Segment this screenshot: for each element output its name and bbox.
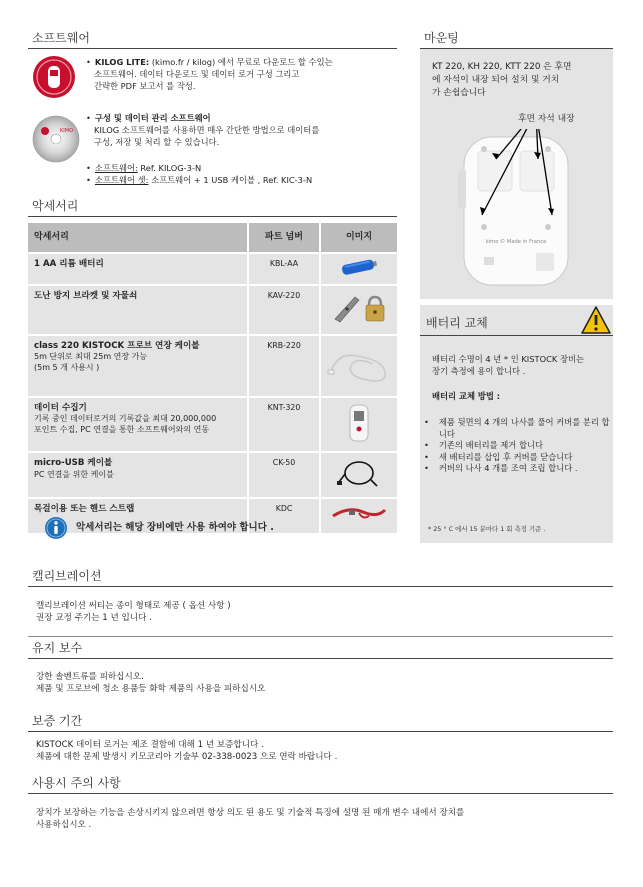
table-row: 목걸이용 또는 핸드 스트랩 KDC xyxy=(28,498,397,534)
table-row: 데이터 수집기 기록 중인 데이터로거의 기록값을 최대 20,000,000 포인트 수집, PC 연결을 통한 소프트웨어와의 연동 KNT-320 xyxy=(28,397,397,453)
software-ref-kilog: • 소프트웨어: Ref. KILOG-3-N xyxy=(86,163,202,173)
calibration-title: 캘리브레이션 xyxy=(32,569,102,583)
precautions-rule xyxy=(28,793,613,794)
accessories-notice: 악세서리는 해당 장비에만 사용 하여야 합니다 . xyxy=(44,516,274,540)
maintenance-top-rule xyxy=(28,636,613,637)
mounting-title: 마운팅 xyxy=(424,31,459,45)
warranty-title: 보증 기간 xyxy=(32,714,83,728)
calibration-rule xyxy=(28,586,613,587)
device-back-image xyxy=(456,129,576,289)
kilog-app-icon xyxy=(32,55,76,99)
software-rule xyxy=(28,48,397,49)
battery-footnote: * 25 ° C 에서 15 분마다 1 회 측정 기준 . xyxy=(428,525,546,533)
software-title: 소프트웨어 xyxy=(32,31,90,45)
precautions-title: 사용시 주의 사항 xyxy=(32,776,121,790)
calibration-line2: 권장 교정 주기는 1 년 입니다 . xyxy=(36,613,152,624)
battery-image xyxy=(339,259,379,275)
mounting-panel: KT 220, KH 220, KTT 220 은 후면 에 자석이 내장 되어 설치 및 거치 가 손쉽습니다 후면 자석 내장 kimo © Made in France xyxy=(420,49,613,299)
magnet-callout: 후면 자석 내장 xyxy=(518,114,575,124)
warning-icon xyxy=(580,305,612,335)
accessories-title: 악세서리 xyxy=(32,199,79,213)
battery-rule xyxy=(420,335,613,336)
software-item-kilog-lite: • KILOG LITE: (kimo.fr / kilog) 에서 무료로 다운로드 할 수있는 xyxy=(86,57,333,67)
bracket-lock-image xyxy=(329,291,389,325)
device-back-label: kimo © Made in France xyxy=(485,239,547,245)
software-ref-kit: • 소프트웨어 셋: 소프트웨어 + 1 USB 케이블 , Ref. KIC-3-N xyxy=(86,175,313,186)
battery-step: • 커버의 나사 4 개를 조여 조립 합니다 . xyxy=(424,463,578,474)
battery-panel: 배터리 교체 배터리 수명이 4 년 * 인 KISTOCK 장비는 장기 측정에 용이 합니다 . 배터리 교체 방법 : • 제품 뒷면의 4 개의 나사를 풀어 커버를 분리 합니다 • 기존의 배터리를 제거 합니다 • 새 배터리를 삽입 후 커버를 닫습니다 • 커버의 나사 4 개를 조여 조립 합니다 . * 25 ° C 에서 15 분마다 1 회 측정 기준 . xyxy=(420,305,613,543)
maintenance-rule xyxy=(28,658,613,659)
table-row: class 220 KISTOCK 프로브 연장 케이블 5m 단위로 최대 25m 연장 가능 (5m 5 개 사용시 ) KRB-220 xyxy=(28,335,397,397)
battery-step: • 제품 뒷면의 4 개의 나사를 풀어 커버를 분리 합니다 xyxy=(424,417,610,439)
table-row: 1 AA 리튬 배터리 KBL-AA xyxy=(28,253,397,285)
warranty-rule xyxy=(28,731,613,732)
battery-title: 배터리 교체 xyxy=(426,316,488,330)
data-collector-image xyxy=(347,403,371,443)
precautions-line1: 장치가 보장하는 기능을 손상시키지 않으려면 항상 의도 된 용도 및 기술적 특징에 설명 된 매개 변수 내에서 장치를 xyxy=(36,808,465,818)
warranty-line2: 제품에 대한 문제 발생시 키모코리아 기술부 02-338-0023 으로 연락 바랍니다 . xyxy=(36,752,338,763)
battery-step: • 기존의 배터리를 제거 합니다 xyxy=(424,440,543,451)
col-header-part: 파트 넘버 xyxy=(248,223,320,253)
battery-step: • 새 배터리를 삽입 후 커버를 닫습니다 xyxy=(424,451,573,462)
kilog-cd-icon xyxy=(32,115,80,163)
maintenance-title: 유지 보수 xyxy=(32,641,83,655)
table-row: 도난 방지 브라켓 및 자물쇠 KAV-220 xyxy=(28,285,397,335)
precautions-line2: 사용하십시오 . xyxy=(36,820,92,831)
extension-cable-image xyxy=(327,342,391,386)
battery-method-title: 배터리 교체 방법 : xyxy=(432,391,501,401)
calibration-line1: 캘리브레이션 써티는 종이 형태로 제공 ( 옵션 사항 ) xyxy=(36,601,231,611)
info-icon xyxy=(44,516,68,540)
usb-cable-image xyxy=(337,458,381,488)
accessories-rule xyxy=(28,216,397,217)
strap-image xyxy=(329,504,389,524)
accessories-table xyxy=(28,223,397,535)
col-header-image: 이미지 xyxy=(320,223,397,253)
col-header-accessory: 악세서리 xyxy=(28,223,248,253)
software-item-management: • 구성 및 데이터 관리 소프트웨어 xyxy=(86,113,211,123)
cd-brand-label: KIMO xyxy=(60,128,74,134)
maintenance-line1: 강한 솔벤트류를 피하십시오. xyxy=(36,672,144,682)
maintenance-line2: 제품 및 프로브에 청소 용품등 화학 제품의 사용을 피하십시오 xyxy=(36,684,266,695)
warranty-line1: KISTOCK 데이터 로거는 제조 결함에 대해 1 년 보증합니다 . xyxy=(36,740,264,750)
table-row: micro-USB 케이블 PC 연결을 위한 케이블 CK-50 xyxy=(28,452,397,498)
